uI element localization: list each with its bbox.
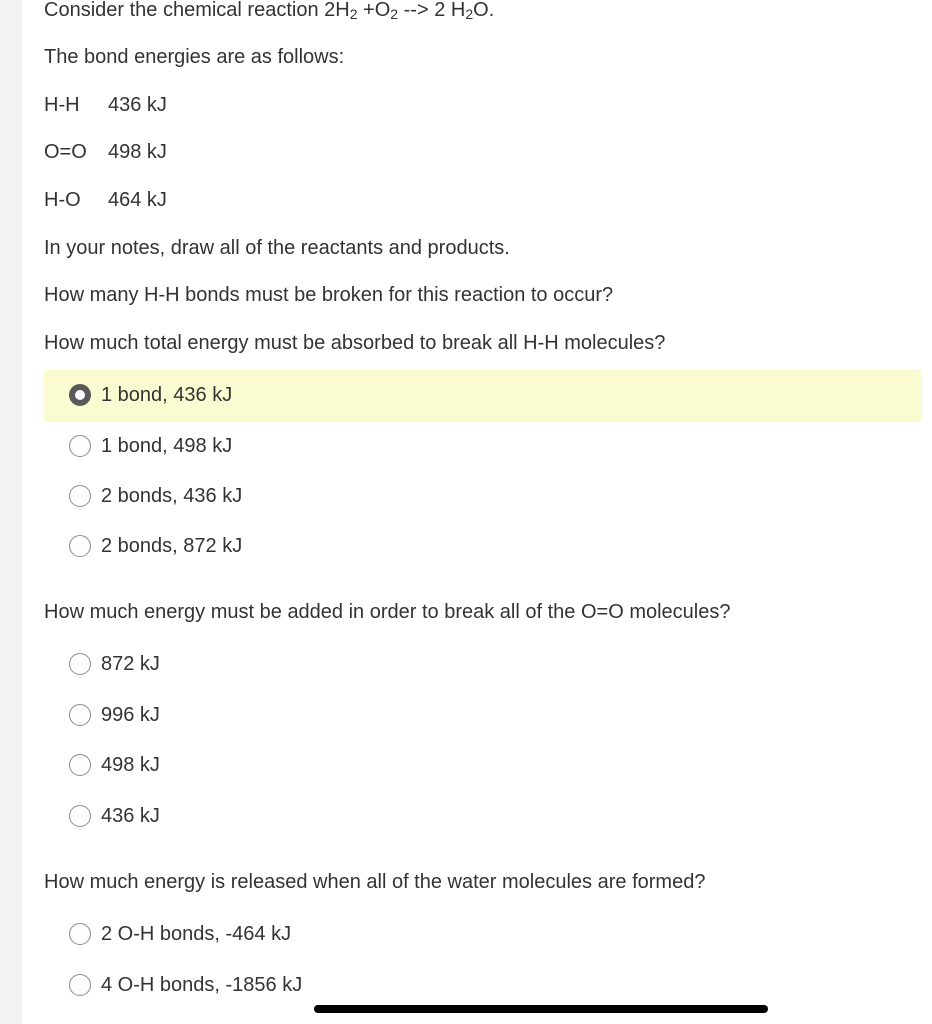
bond-energy: 464 kJ <box>108 189 167 211</box>
q1-option-1[interactable] <box>44 370 922 422</box>
q1-option-2[interactable] <box>44 421 922 473</box>
option-label: 996 kJ <box>101 704 160 726</box>
bond-energies-heading: The bond energies are as follows: <box>44 46 345 68</box>
radio-button[interactable] <box>69 974 91 996</box>
option-label: 872 kJ <box>101 653 160 675</box>
instruction-text: In your notes, draw all of the reactants and products. <box>44 237 510 259</box>
quiz-page <box>22 0 932 1024</box>
radio-button[interactable] <box>69 805 91 827</box>
question-2-text: How much energy must be added in order to break all of the O=O molecules? <box>44 601 731 623</box>
reaction-statement: Consider the chemical reaction $2H_2 +O_2$ --> 2 $H_2O$. <box>44 0 495 22</box>
option-label: 498 kJ <box>101 754 160 776</box>
bond-row-oo <box>44 140 167 164</box>
q1-option-3[interactable] <box>44 471 922 523</box>
bond-row-hh <box>44 93 167 117</box>
bond-name: O=O <box>44 141 87 163</box>
prompt-text: How many H-H bonds must be broken for this reaction to occur? <box>44 284 614 306</box>
question-1-text: How much total energy must be absorbed to break all H-H molecules? <box>44 332 666 354</box>
radio-button[interactable] <box>69 704 91 726</box>
q3-option-1[interactable] <box>44 909 922 961</box>
option-label: 2 bonds, 436 kJ <box>101 485 243 507</box>
bond-energy: 498 kJ <box>108 141 167 163</box>
radio-button[interactable] <box>69 535 91 557</box>
bond-name: H-O <box>44 189 81 211</box>
q2-option-1[interactable] <box>44 639 922 691</box>
radio-button-checked[interactable] <box>69 384 91 406</box>
q1-option-4[interactable] <box>44 521 922 573</box>
bond-name: H-H <box>44 94 80 116</box>
radio-button[interactable] <box>69 435 91 457</box>
q2-option-3[interactable] <box>44 740 922 792</box>
option-label: 1 bond, 436 kJ <box>101 384 233 406</box>
radio-button[interactable] <box>69 754 91 776</box>
question-3-text: How much energy is released when all of the water molecules are formed? <box>44 871 706 893</box>
bond-energy: 436 kJ <box>108 94 167 116</box>
option-label: 436 kJ <box>101 805 160 827</box>
option-label: 2 bonds, 872 kJ <box>101 535 243 557</box>
radio-button[interactable] <box>69 653 91 675</box>
q2-option-2[interactable] <box>44 690 922 742</box>
q2-option-4[interactable] <box>44 791 922 843</box>
option-label: 1 bond, 498 kJ <box>101 435 233 457</box>
radio-button[interactable] <box>69 485 91 507</box>
radio-button[interactable] <box>69 923 91 945</box>
option-label: 2 O-H bonds, -464 kJ <box>101 923 292 945</box>
home-indicator-bar[interactable] <box>314 1005 768 1013</box>
bond-row-ho <box>44 188 167 212</box>
option-label: 4 O-H bonds, -1856 kJ <box>101 974 303 996</box>
